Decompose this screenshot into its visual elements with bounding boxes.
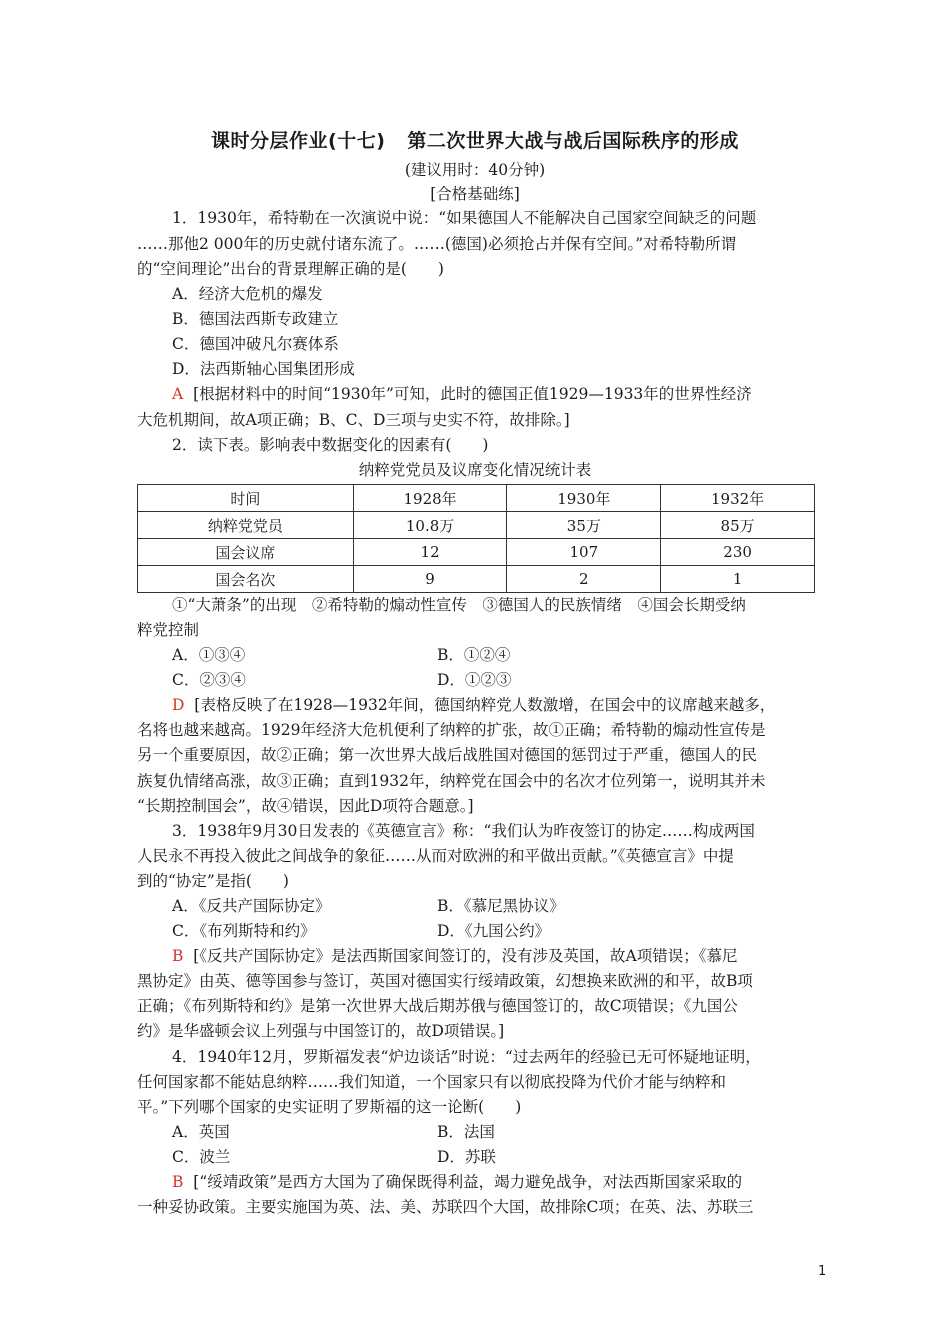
suggested-time: (建议用时：40分钟) xyxy=(404,161,546,179)
q4-answer: B xyxy=(172,1173,184,1191)
table-header-cell: 1928年 xyxy=(353,485,507,512)
q2-explanation-line-1 xyxy=(172,695,815,715)
q1-stem-line-2: ……那他2 000年的历史就付诸东流了。……(德国)必须抢占并保有空间。”对希特勒所谓 xyxy=(137,235,737,253)
q4-explanation-line-2: 一种妥协政策。主要实施国为英、法、美、苏联四个大国，故排除C项；在英、法、苏联三 xyxy=(137,1198,754,1216)
q3-option-b: B．《慕尼黑协议》 xyxy=(437,897,565,915)
table-cell: 2 xyxy=(507,566,661,593)
q4-option-b: B．法国 xyxy=(437,1123,495,1141)
q3-explanation-line-2: 黑协定》由英、德等国参与签订，英国对德国实行绥靖政策，幻想换来欧洲的和平，故B项 xyxy=(137,972,753,990)
q3-explanation-line-3: 正确；《布列斯特和约》是第一次世界大战后期苏俄与德国签订的，故C项错误；《九国公 xyxy=(137,997,738,1015)
table-header-row xyxy=(138,485,815,512)
q2-explanation-line-4: 族复仇情绪高涨，故③正确；直到1932年，纳粹党在国会中的名次才位列第一，说明其并未 xyxy=(137,772,766,790)
table-row xyxy=(138,539,815,566)
q3-option-a: A．《反共产国际协定》 xyxy=(172,897,331,915)
q1-stem-line-1: 1．1930年，希特勒在一次演说中说：“如果德国人不能解决自己国家空间缺乏的问题 xyxy=(172,209,757,227)
q2-answer: D xyxy=(172,696,185,714)
q1-stem-line-3: 的“空间理论”出台的背景理解正确的是( ) xyxy=(137,260,444,278)
table-cell: 国会议席 xyxy=(138,539,354,566)
q1-explain-text-1: [根据材料中的时间“1930年”可知，此时的德国正值1929—1933年的世界性经济 xyxy=(193,385,752,403)
table-title: 纳粹党党员及议席变化情况统计表 xyxy=(358,461,592,479)
q3-explain-text-1: [《反共产国际协定》是法西斯国家间签订的，没有涉及英国，故A项错误；《慕尼 xyxy=(193,947,738,965)
table-cell: 9 xyxy=(353,566,507,593)
q3-option-c: C．《布列斯特和约》 xyxy=(172,922,316,940)
q3-stem-line-3: 到的“协定”是指( ) xyxy=(137,872,289,890)
table-row xyxy=(138,512,815,539)
q1-option-b: B．德国法西斯专政建立 xyxy=(172,310,339,328)
table-cell: 85万 xyxy=(661,512,815,539)
q2-explanation-line-3: 另一个重要原因，故②正确；第一次世界大战后战胜国对德国的惩罚过于严重，德国人的民 xyxy=(137,746,758,764)
q3-explanation-line-4: 约》是华盛顿会议上列强与中国签订的，故D项错误。] xyxy=(137,1022,505,1040)
q4-stem-line-3: 平。”下列哪个国家的史实证明了罗斯福的这一论断( ) xyxy=(137,1098,522,1116)
q1-answer: A xyxy=(172,385,184,403)
table-cell: 纳粹党党员 xyxy=(138,512,354,539)
q2-explanation-line-2: 名将也越来越高。1929年经济大危机便利了纳粹的扩张，故①正确；希特勒的煽动性宣传是 xyxy=(137,721,766,739)
section-heading: [合格基础练] xyxy=(430,185,520,203)
q1-option-c: C．德国冲破凡尔赛体系 xyxy=(172,335,339,353)
table-cell: 12 xyxy=(353,539,507,566)
q2-option-d: D．①②③ xyxy=(437,671,512,689)
table-cell: 10.8万 xyxy=(353,512,507,539)
q1-explanation-line-2: 大危机期间，故A项正确；B、C、D三项与史实不符，故排除。] xyxy=(137,411,570,429)
q3-stem-line-1: 3．1938年9月30日发表的《英德宣言》称：“我们认为昨夜签订的协定……构成两国 xyxy=(172,822,755,840)
table-header-cell: 1930年 xyxy=(507,485,661,512)
q4-option-d: D．苏联 xyxy=(437,1148,496,1166)
table-cell: 35万 xyxy=(507,512,661,539)
q4-stem-line-2: 任何国家都不能姑息纳粹……我们知道，一个国家只有以彻底投降为代价才能与纳粹和 xyxy=(137,1073,727,1091)
table-cell: 230 xyxy=(661,539,815,566)
table-cell: 107 xyxy=(507,539,661,566)
q2-choices-line-2: 粹党控制 xyxy=(137,621,200,639)
q4-option-c: C．波兰 xyxy=(172,1148,231,1166)
q2-explanation-line-5: “长期控制国会”，故④错误，因此D项符合题意。] xyxy=(137,797,474,815)
q3-explanation-line-1 xyxy=(172,946,815,966)
q3-option-d: D．《九国公约》 xyxy=(437,922,551,940)
q1-explanation-line-1 xyxy=(172,384,815,404)
q3-stem-line-2: 人民永不再投入彼此之间战争的象征……从而对欧洲的和平做出贡献。”《英德宣言》中提 xyxy=(137,847,734,865)
table-cell: 国会名次 xyxy=(138,566,354,593)
q1-option-a: A．经济大危机的爆发 xyxy=(172,285,323,303)
q2-option-a: A．①③④ xyxy=(172,646,246,664)
q2-explain-text-1: [表格反映了在1928—1932年间，德国纳粹党人数激增，在国会中的议席越来越多， xyxy=(194,696,776,714)
q2-choices-line-1: ①“大萧条”的出现 ②希特勒的煽动性宣传 ③德国人的民族情绪 ④国会长期受纳 xyxy=(172,596,746,614)
q2-option-b: B．①②④ xyxy=(437,646,511,664)
q4-stem-line-1: 4．1940年12月，罗斯福发表“炉边谈话”时说：“过去两年的经验已无可怀疑地证明， xyxy=(172,1048,761,1066)
q2-stem: 2．读下表。影响表中数据变化的因素有( ) xyxy=(172,436,489,454)
table-cell: 1 xyxy=(661,566,815,593)
stats-table xyxy=(137,484,815,593)
table-row xyxy=(138,566,815,593)
q4-option-a: A．英国 xyxy=(172,1123,230,1141)
table-header-cell: 1932年 xyxy=(661,485,815,512)
title-part-2: 第二次世界大战与战后国际秩序的形成 xyxy=(407,130,739,152)
q4-explain-text-1: [“绥靖政策”是西方大国为了确保既得利益，竭力避免战争，对法西斯国家采取的 xyxy=(193,1173,743,1191)
page-number: 1 xyxy=(818,1264,827,1279)
title-part-1: 课时分层作业(十七) xyxy=(211,130,386,152)
q4-explanation-line-1 xyxy=(172,1172,815,1192)
page-title xyxy=(0,126,950,153)
table-header-cell: 时间 xyxy=(138,485,354,512)
q2-option-c: C．②③④ xyxy=(172,671,246,689)
q1-option-d: D．法西斯轴心国集团形成 xyxy=(172,360,355,378)
q3-answer: B xyxy=(172,947,184,965)
